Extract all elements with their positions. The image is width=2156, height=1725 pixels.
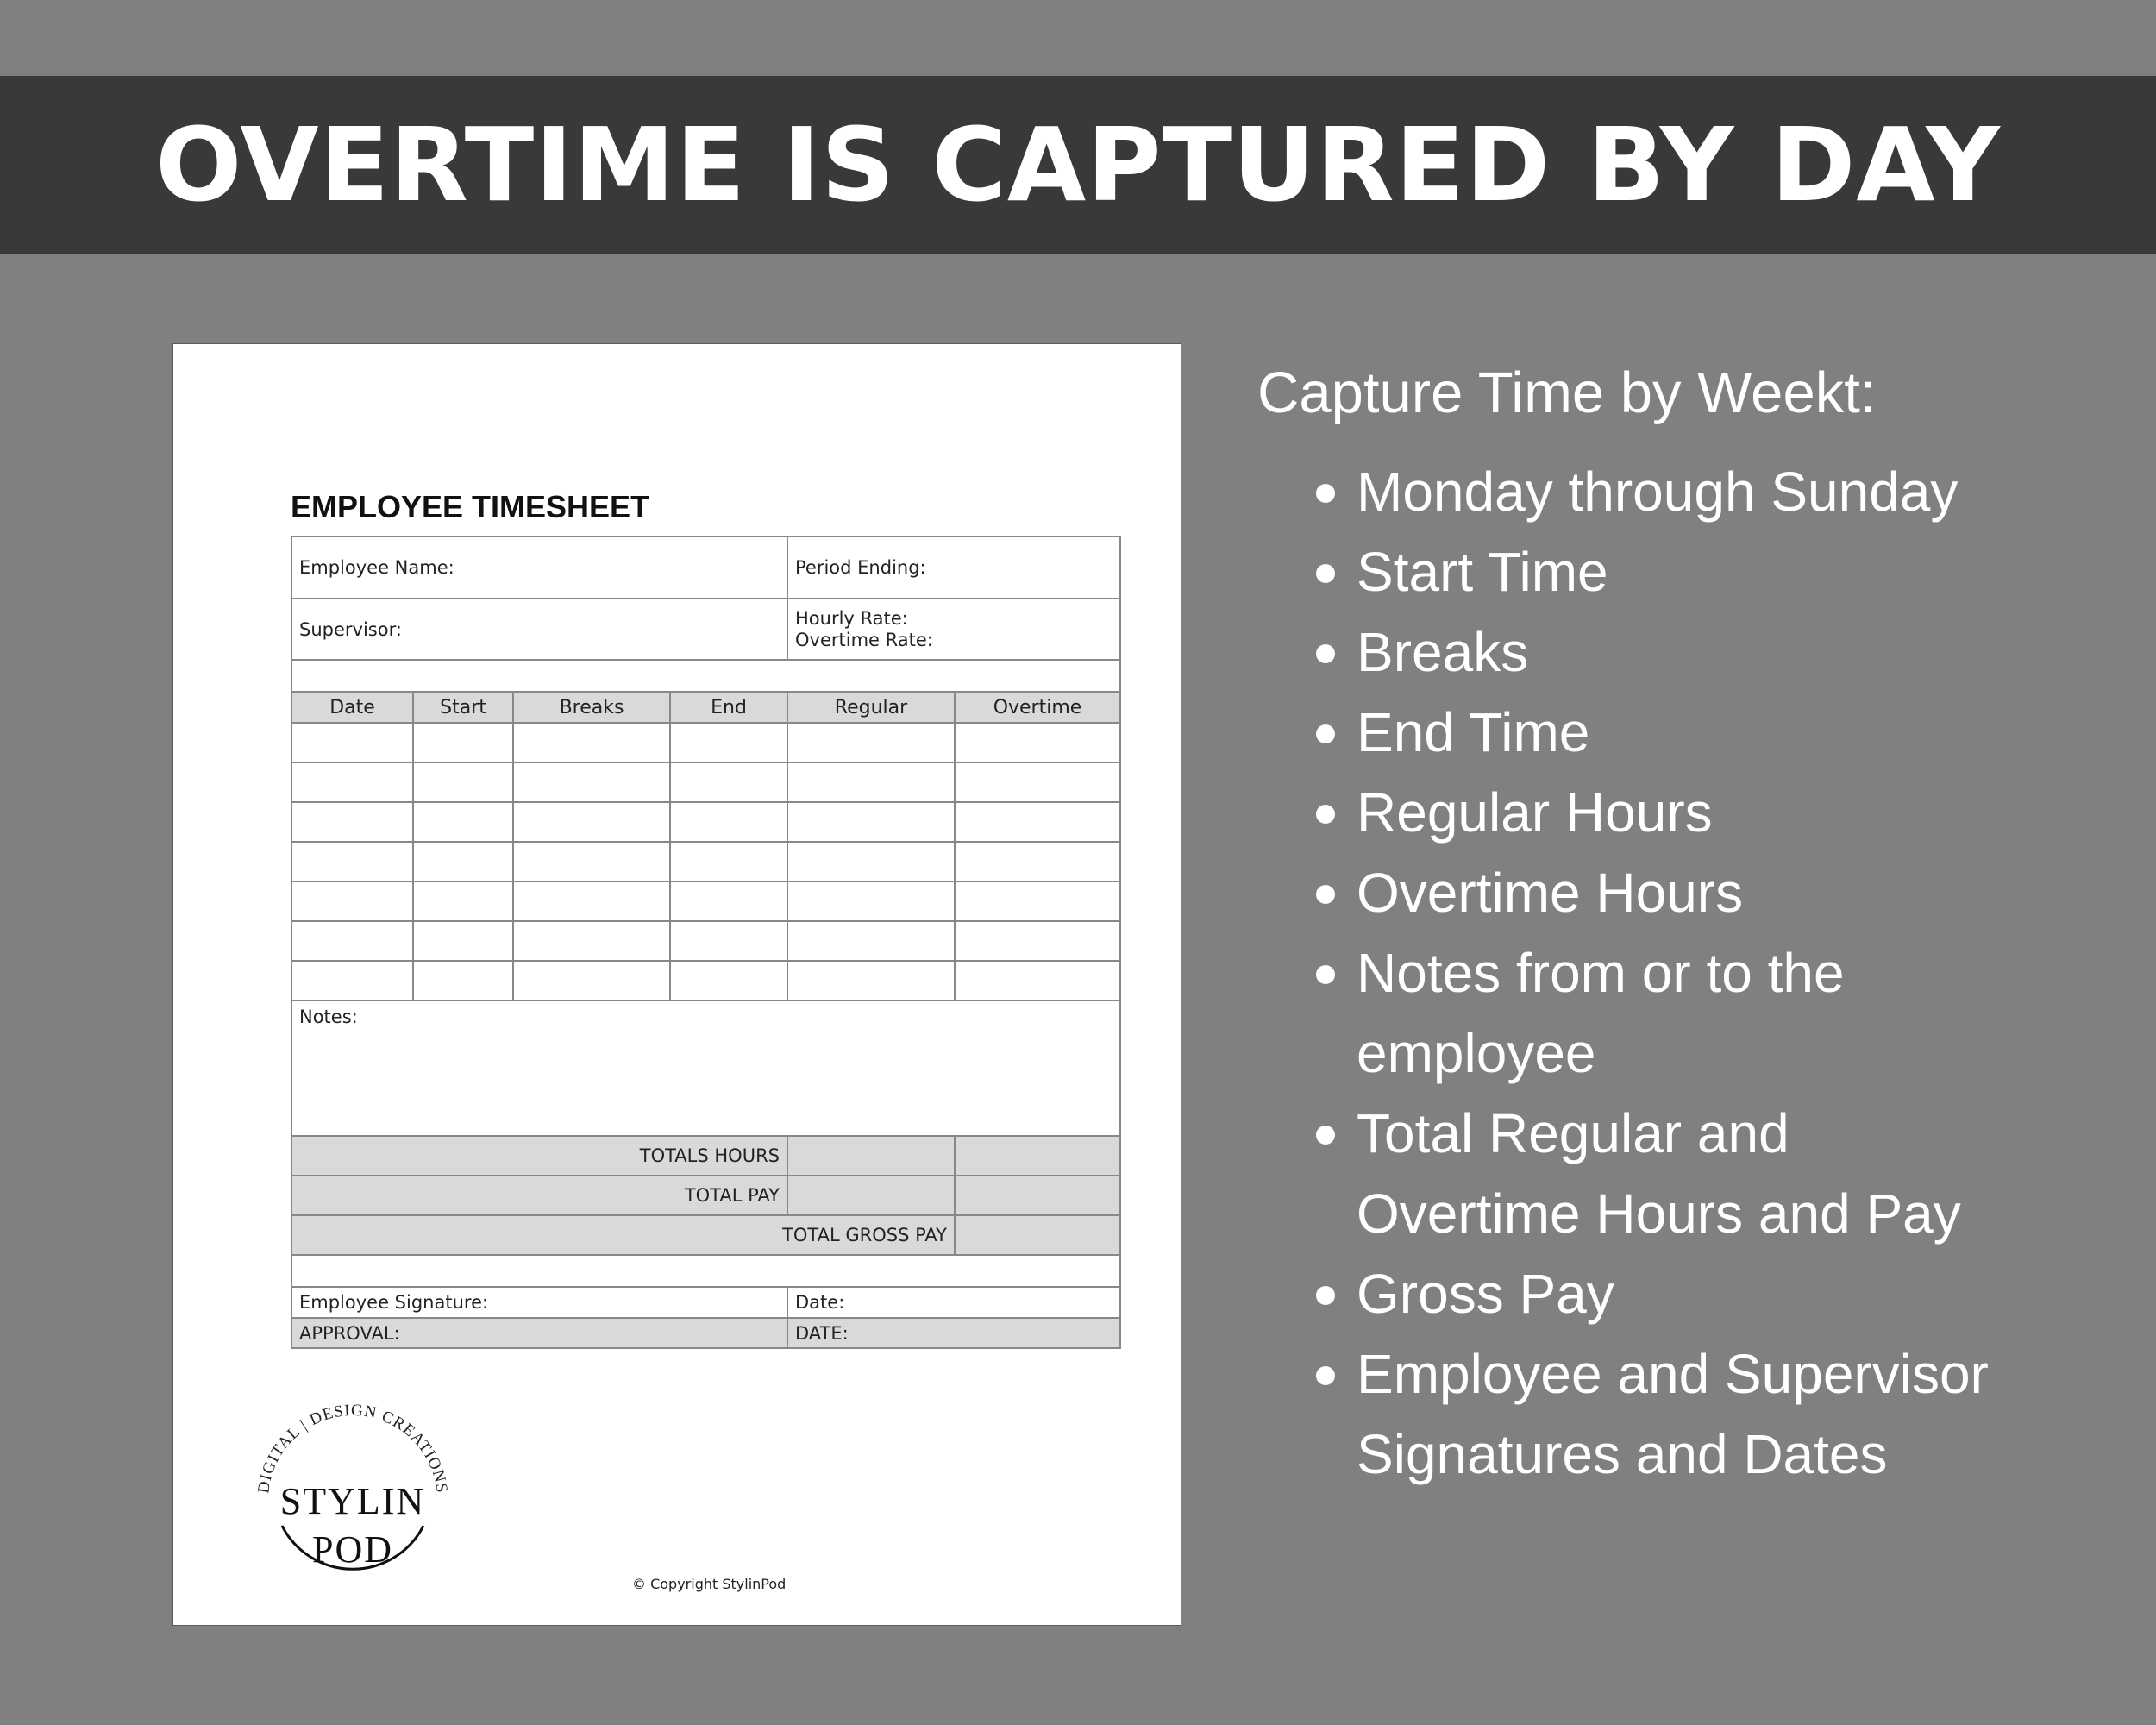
bullet-icon [1316,885,1335,904]
signature-date-label: Date: [795,1292,845,1313]
col-overtime: Overtime [956,693,1119,722]
bullet-icon [1316,1126,1335,1145]
approval-row [292,1319,1119,1347]
bullet-icon [1316,644,1335,663]
col-breaks: Breaks [514,693,671,722]
col-regular: Regular [788,693,956,722]
features-panel [1257,354,2120,1495]
col-date: Date [292,693,414,722]
bullet-icon [1316,965,1335,984]
approval-label: APPROVAL: [292,1319,788,1347]
header-banner [0,76,2156,254]
table-row [292,882,1119,922]
supervisor-label: Supervisor: [292,599,788,659]
hourly-rate-label: Hourly Rate: [795,607,908,629]
bullet-icon [1316,1366,1335,1385]
period-ending-label: Period Ending: [795,557,926,578]
list-item: Monday through Sunday [1257,452,2120,532]
bullet-icon [1316,564,1335,583]
overtime-rate-label: Overtime Rate: [795,629,933,650]
spacer-row [292,661,1119,693]
totals-hours-label: TOTALS HOURS [292,1137,788,1175]
list-item: Employee and Supervisor [1257,1334,2120,1414]
table-row [292,803,1119,843]
form-row-name [292,537,1119,599]
table-row [292,962,1119,1001]
list-item: Breaks [1257,612,2120,693]
bullet-icon [1316,805,1335,824]
copyright-text: © Copyright StylinPod [632,1576,787,1592]
table-row [292,763,1119,803]
table-row [292,922,1119,962]
employee-signature-label: Employee Signature: [292,1288,788,1317]
bullet-icon [1316,1286,1335,1305]
features-list [1257,452,2120,1495]
column-header-row [292,693,1119,724]
total-gross-pay-label: TOTAL GROSS PAY [292,1216,956,1254]
timesheet-title: EMPLOYEE TIMESHEET [291,489,650,524]
logo-arc-text: DIGITAL | DESIGN CREATIONS [254,1401,451,1495]
list-item: Total Regular and [1257,1094,2120,1174]
stylinpod-logo [249,1389,456,1596]
features-heading: Capture Time by Weekt: [1257,361,1877,425]
list-item: Gross Pay [1257,1254,2120,1334]
bullet-icon [1316,484,1335,503]
list-item: Notes from or to the [1257,933,2120,1013]
list-item-continuation: Overtime Hours and Pay [1357,1182,1961,1245]
list-item: Regular Hours [1257,773,2120,853]
banner-title: OVERTIME IS CAPTURED BY DAY [155,105,2001,224]
totals-hours-row [292,1137,1119,1176]
table-row [292,843,1119,882]
spacer-row [292,1256,1119,1288]
timesheet-form [291,536,1121,1349]
list-item: End Time [1257,693,2120,773]
logo-line1: STYLIN [279,1480,426,1522]
col-end: End [671,693,788,722]
total-pay-label: TOTAL PAY [292,1176,788,1214]
approval-date-label: DATE: [795,1322,849,1344]
notes-row [292,1001,1119,1137]
bullet-icon [1316,724,1335,743]
notes-label: Notes: [299,1007,358,1027]
employee-name-label: Employee Name: [292,537,788,598]
list-item-continuation: Signatures and Dates [1357,1423,1888,1485]
total-pay-row [292,1176,1119,1216]
col-start: Start [414,693,514,722]
form-row-supervisor [292,599,1119,661]
list-item-continuation: employee [1357,1022,1596,1084]
table-row [292,724,1119,763]
signature-row [292,1288,1119,1319]
logo-line2: POD [311,1528,394,1571]
timesheet-preview [172,343,1181,1626]
rates-cell [788,599,1119,659]
total-gross-pay-row [292,1216,1119,1256]
list-item: Start Time [1257,532,2120,612]
list-item: Overtime Hours [1257,853,2120,933]
